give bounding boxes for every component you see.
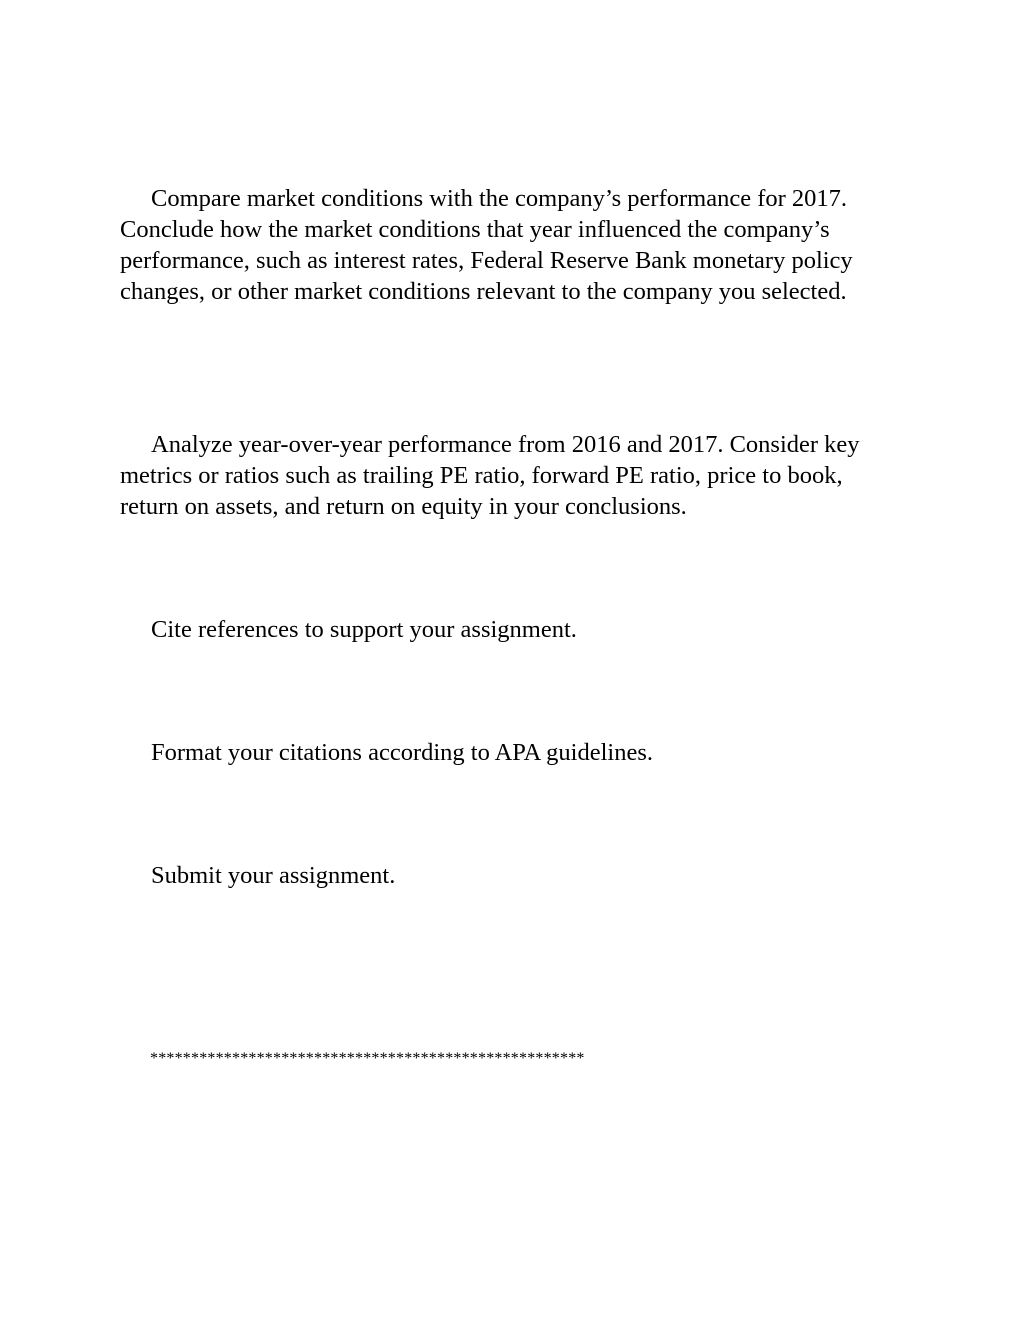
paragraph-format-citations: Format your citations according to APA guidelines. — [151, 739, 653, 766]
paragraph-analyze-year-over-year: Analyze year-over-year performance from 2016 and 2017. Consider key metrics or ratios such as trailing PE ratio, forward PE ratio, price to book, return on assets, and return on equity in your conclusions. — [120, 431, 860, 520]
paragraph-cite-references: Cite references to support your assignment. — [151, 616, 577, 643]
asterisk-separator: ***************************************************** — [150, 1050, 585, 1067]
paragraph-submit-assignment: Submit your assignment. — [151, 862, 396, 889]
paragraph-compare-market-conditions: Compare market conditions with the company’s performance for 2017. Conclude how the market conditions that year influenced the company’s performance, such as interest rates, Federal Reserve Bank monetary policy changes, or other market conditions relevant to the company you selected. — [120, 185, 853, 305]
